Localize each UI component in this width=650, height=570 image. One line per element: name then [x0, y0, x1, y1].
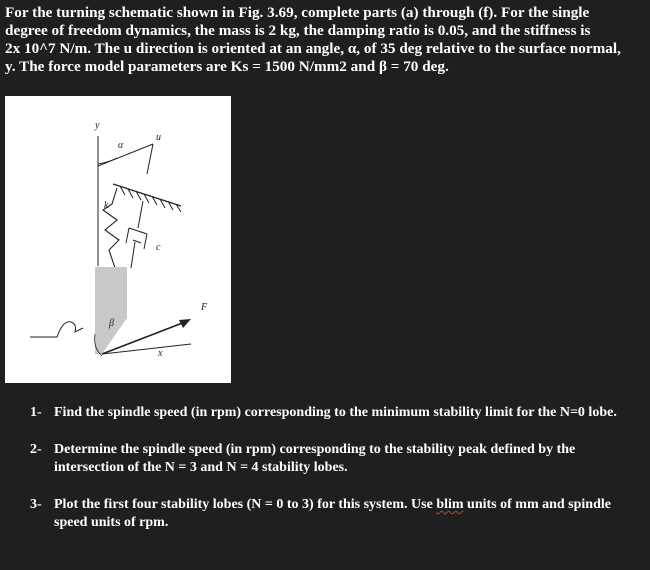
cutting-tool	[95, 279, 127, 354]
label-beta: β	[109, 318, 114, 329]
problem-line-2: degree of freedom dynamics, the mass is 2 kg, the damping ratio is 0.05, and the stiffness is	[5, 22, 591, 39]
workpiece-surface	[30, 322, 83, 337]
question-number: 2-	[30, 442, 42, 457]
spellcheck-flagged-word: blim	[436, 497, 464, 512]
problem-line-1: For the turning schematic shown in Fig. 3.69, complete parts (a) through (f). For the single	[5, 4, 590, 21]
problem-line-4: y. The force model parameters are Ks = 1500 N/mm2 and β = 70 deg.	[5, 58, 449, 75]
question-text-part: units of mm and spindle speed units of rpm.	[54, 497, 611, 530]
damper-rod	[138, 201, 143, 228]
question-number: 1-	[30, 405, 42, 420]
question-list	[30, 404, 630, 551]
u-axis-line	[98, 144, 153, 166]
label-x: x	[158, 348, 163, 359]
label-c: c	[156, 242, 161, 253]
label-y: y	[95, 120, 100, 131]
question-item	[30, 496, 630, 532]
alpha-arc	[98, 158, 117, 164]
force-arrow-head	[179, 319, 191, 328]
question-item	[30, 441, 630, 477]
ground-line	[113, 184, 181, 206]
label-alpha: α	[118, 140, 124, 151]
question-number: 3-	[30, 497, 42, 512]
u-direction-line	[147, 144, 153, 174]
question-text: Determine the spindle speed (in rpm) corresponding to the stability peak defined by the intersection of the N = 3 and N = 4 stability lobes.	[54, 442, 576, 475]
question-text-part: Plot the first four stability lobes (N = 0 to 3) for this system. Use	[54, 497, 437, 512]
label-f: F	[201, 302, 208, 313]
label-u: u	[156, 132, 161, 143]
turning-schematic-figure	[5, 96, 231, 383]
question-text: Find the spindle speed (in rpm) corresponding to the minimum stability limit for the N=0 lobe.	[54, 405, 617, 420]
damper-body	[126, 228, 147, 249]
damper-lower-rod	[131, 242, 135, 268]
tool-holder	[95, 267, 127, 279]
turning-schematic-diagram	[5, 96, 231, 383]
label-k: k	[104, 200, 109, 211]
problem-statement	[5, 4, 645, 76]
problem-line-3: 2x 10^7 N/m. The u direction is oriented at an angle, α, of 35 deg relative to the surface normal,	[5, 40, 621, 57]
question-item	[30, 404, 630, 422]
